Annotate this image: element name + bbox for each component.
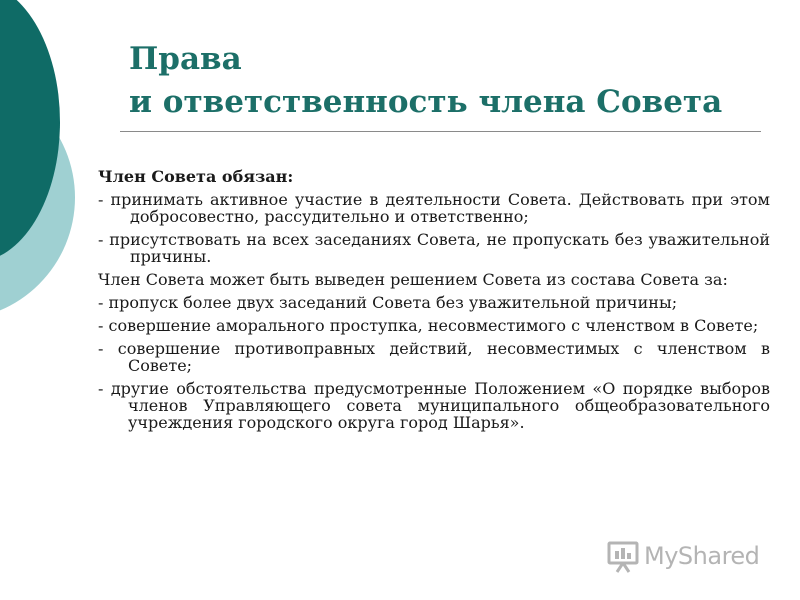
slide-body bbox=[98, 168, 770, 437]
obligations-heading: Член Совета обязан: bbox=[98, 167, 294, 186]
slide-title bbox=[129, 38, 769, 124]
decorative-circle-dark bbox=[0, 0, 60, 262]
title-divider bbox=[120, 131, 761, 132]
decorative-circle-light bbox=[0, 75, 75, 320]
obligation-item: - присутствовать на всех заседаниях Совета, не пропускать без уважительной причины. bbox=[98, 230, 770, 266]
presentation-board-icon bbox=[606, 539, 640, 573]
expulsion-reason: - совершение противоправных действий, несовместимых с членством в Совете; bbox=[98, 339, 770, 375]
slide-title-line-2: и ответственность члена Совета bbox=[129, 84, 723, 120]
watermark-logo bbox=[606, 538, 759, 574]
obligation-item: - принимать активное участие в деятельности Совета. Действовать при этом добросовестно, рассудительно и ответственно; bbox=[98, 190, 770, 226]
expulsion-reason: - совершение аморального проступка, несовместимого с членством в Совете; bbox=[98, 316, 759, 335]
slide-title-line-1: Права bbox=[129, 41, 242, 77]
expulsion-reason: - пропуск более двух заседаний Совета без уважительной причины; bbox=[98, 293, 678, 312]
watermark-text: MyShared bbox=[644, 542, 760, 570]
expulsion-intro: Член Совета может быть выведен решением Совета из состава Совета за: bbox=[98, 270, 728, 289]
expulsion-reason: - другие обстоятельства предусмотренные Положением «О порядке выборов членов Управляющего совета муниципального общеобразовательного учреждения городского округа город Шарья». bbox=[98, 379, 770, 432]
